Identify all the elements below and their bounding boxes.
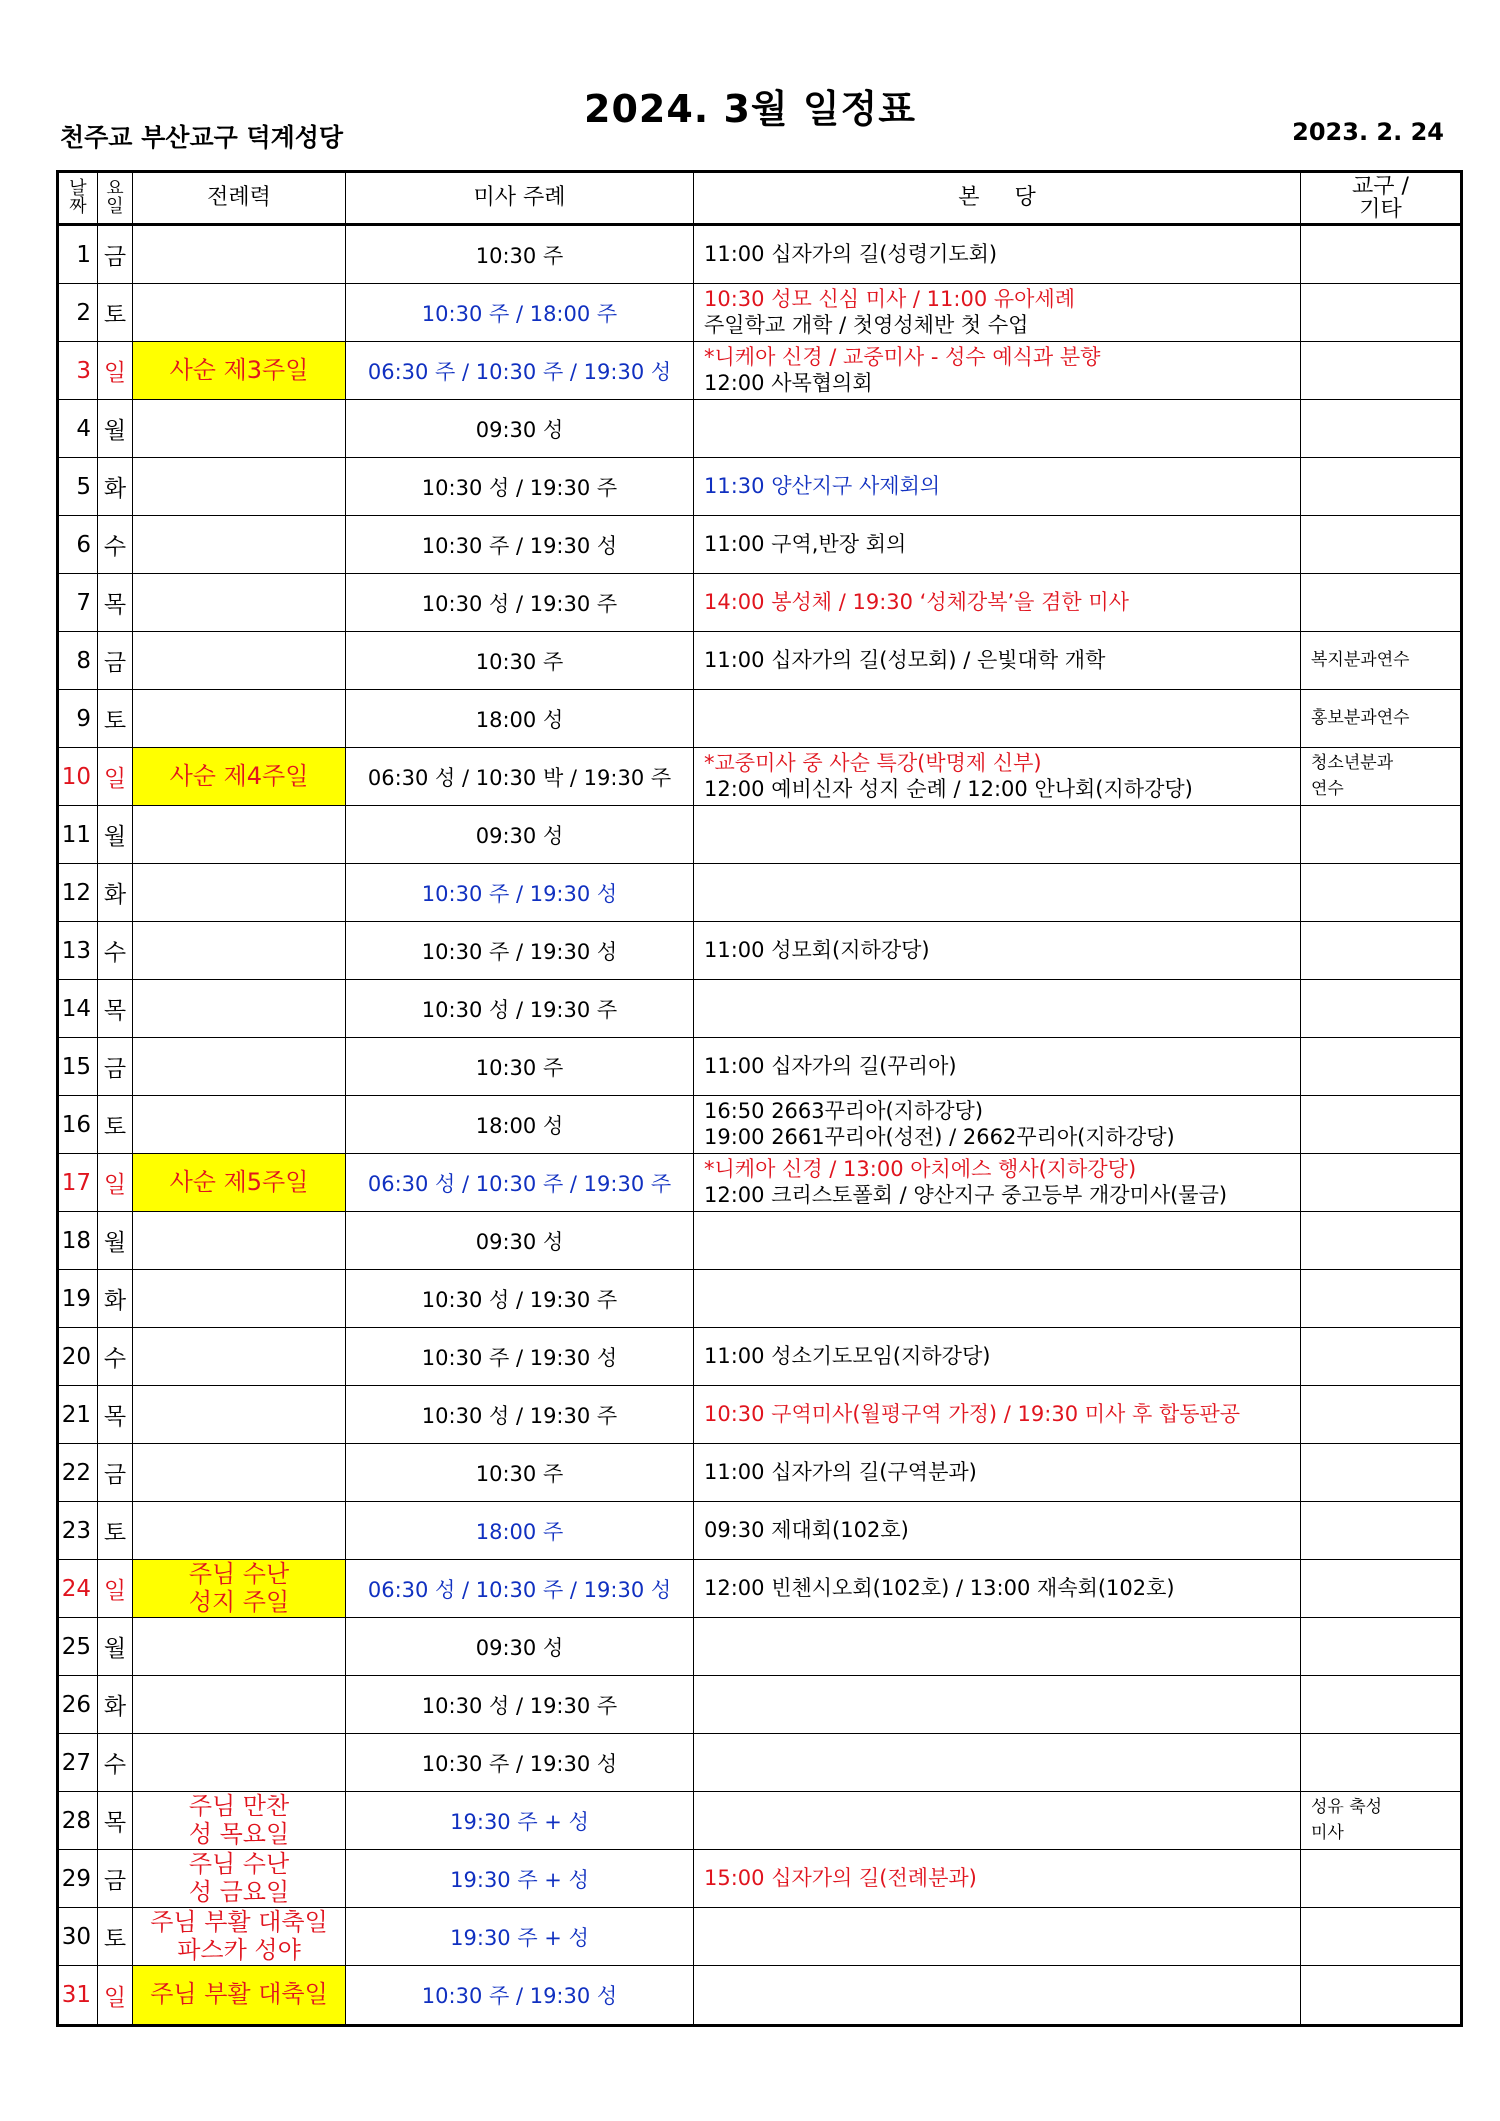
parish-events-cell xyxy=(694,1966,1301,2026)
weekday-cell: 토 xyxy=(98,690,133,748)
day-cell: 21 xyxy=(58,1386,98,1444)
day-cell: 4 xyxy=(58,400,98,458)
mass-presider-cell: 18:00 성 xyxy=(346,1096,694,1154)
parish-events-cell xyxy=(694,1154,1301,1212)
weekday-cell: 목 xyxy=(98,1386,133,1444)
weekday-cell: 토 xyxy=(98,284,133,342)
schedule-row xyxy=(58,574,1462,632)
column-header-liturgy: 전례력 xyxy=(133,172,346,225)
mass-presider-cell: 10:30 주 / 19:30 성 xyxy=(346,1966,694,2026)
cell-line: 성 금요일 xyxy=(188,1877,290,1906)
parish-events-cell xyxy=(694,574,1301,632)
weekday-cell: 수 xyxy=(98,922,133,980)
schedule-row xyxy=(58,1038,1462,1096)
parish-events-cell xyxy=(694,458,1301,516)
diocese-etc-cell xyxy=(1301,574,1462,632)
parish-events-cell xyxy=(694,1560,1301,1618)
weekday-cell: 일 xyxy=(98,1966,133,2026)
parish-events-cell xyxy=(694,864,1301,922)
mass-presider-cell: 10:30 성 / 19:30 주 xyxy=(346,1386,694,1444)
diocese-etc-cell xyxy=(1301,1850,1462,1908)
liturgy-cell xyxy=(133,1676,346,1734)
liturgy-cell xyxy=(133,1038,346,1096)
event-line: 주일학교 개학 / 첫영성체반 첫 수업 xyxy=(704,312,1029,337)
diocese-etc-cell xyxy=(1301,806,1462,864)
diocese-etc-cell xyxy=(1301,1212,1462,1270)
schedule-row xyxy=(58,1908,1462,1966)
mass-presider-cell: 06:30 성 / 10:30 주 / 19:30 성 xyxy=(346,1560,694,1618)
parish-events-cell xyxy=(694,690,1301,748)
day-cell: 26 xyxy=(58,1676,98,1734)
day-cell: 1 xyxy=(58,225,98,284)
cell-line: 주님 수난 xyxy=(188,1849,290,1878)
mass-presider-cell: 10:30 주 / 19:30 성 xyxy=(346,864,694,922)
parish-events-cell xyxy=(694,922,1301,980)
day-cell: 24 xyxy=(58,1560,98,1618)
diocese-etc-cell xyxy=(1301,400,1462,458)
parish-events-cell xyxy=(694,1270,1301,1328)
diocese-etc-cell xyxy=(1301,1096,1462,1154)
diocese-etc-cell xyxy=(1301,1038,1462,1096)
day-cell: 17 xyxy=(58,1154,98,1212)
cell-line: 성유 축성 xyxy=(1311,1797,1383,1817)
day-cell: 19 xyxy=(58,1270,98,1328)
mass-presider-cell: 10:30 주 / 19:30 성 xyxy=(346,1734,694,1792)
parish-events-cell xyxy=(694,1328,1301,1386)
schedule-row xyxy=(58,1966,1462,2026)
weekday-cell: 수 xyxy=(98,516,133,574)
schedule-row xyxy=(58,1850,1462,1908)
event-line: 11:00 십자가의 길(꾸리아) xyxy=(704,1053,957,1078)
column-header-weekday xyxy=(98,172,133,225)
mass-presider-cell: 19:30 주 + 성 xyxy=(346,1792,694,1850)
liturgy-cell xyxy=(133,922,346,980)
cell-line: 미사 xyxy=(1311,1822,1344,1843)
mass-presider-cell: 09:30 성 xyxy=(346,1618,694,1676)
diocese-etc-cell xyxy=(1301,1908,1462,1966)
liturgy-cell xyxy=(133,1850,346,1908)
day-cell: 20 xyxy=(58,1328,98,1386)
diocese-etc-cell xyxy=(1301,690,1462,748)
weekday-cell: 일 xyxy=(98,1560,133,1618)
column-header-main: 본 당 xyxy=(694,172,1301,225)
liturgy-cell xyxy=(133,1096,346,1154)
liturgy-cell xyxy=(133,284,346,342)
header-line: 요 xyxy=(106,178,124,199)
schedule-row xyxy=(58,1096,1462,1154)
liturgy-cell xyxy=(133,1212,346,1270)
weekday-cell: 화 xyxy=(98,1270,133,1328)
liturgy-cell xyxy=(133,748,346,806)
schedule-row xyxy=(58,1676,1462,1734)
day-cell: 10 xyxy=(58,748,98,806)
liturgy-cell xyxy=(133,574,346,632)
schedule-row xyxy=(58,922,1462,980)
parish-events-cell xyxy=(694,1676,1301,1734)
mass-presider-cell: 18:00 주 xyxy=(346,1502,694,1560)
liturgy-cell xyxy=(133,632,346,690)
parish-events-cell xyxy=(694,1386,1301,1444)
schedule-row xyxy=(58,400,1462,458)
document-date: 2023. 2. 24 xyxy=(1292,118,1444,146)
diocese-etc-cell xyxy=(1301,980,1462,1038)
weekday-cell: 토 xyxy=(98,1096,133,1154)
mass-presider-cell: 10:30 주 xyxy=(346,1038,694,1096)
cell-line: 복지분과연수 xyxy=(1311,649,1410,670)
schedule-row xyxy=(58,516,1462,574)
cell-line: 사순 제5주일 xyxy=(169,1167,309,1196)
day-cell: 2 xyxy=(58,284,98,342)
weekday-cell: 토 xyxy=(98,1502,133,1560)
mass-presider-cell: 10:30 성 / 19:30 주 xyxy=(346,980,694,1038)
diocese-etc-cell xyxy=(1301,516,1462,574)
liturgy-cell xyxy=(133,516,346,574)
weekday-cell: 수 xyxy=(98,1328,133,1386)
schedule-row xyxy=(58,1386,1462,1444)
mass-presider-cell: 06:30 성 / 10:30 주 / 19:30 주 xyxy=(346,1154,694,1212)
diocese-etc-cell xyxy=(1301,1328,1462,1386)
liturgy-cell xyxy=(133,225,346,284)
day-cell: 31 xyxy=(58,1966,98,2026)
weekday-cell: 목 xyxy=(98,1792,133,1850)
liturgy-cell xyxy=(133,1386,346,1444)
schedule-row xyxy=(58,980,1462,1038)
diocese-etc-cell xyxy=(1301,458,1462,516)
liturgy-cell xyxy=(133,1792,346,1850)
weekday-cell: 일 xyxy=(98,342,133,400)
parish-events-cell xyxy=(694,1502,1301,1560)
weekday-cell: 월 xyxy=(98,1212,133,1270)
schedule-row xyxy=(58,864,1462,922)
day-cell: 5 xyxy=(58,458,98,516)
parish-events-cell xyxy=(694,1908,1301,1966)
weekday-cell: 일 xyxy=(98,1154,133,1212)
day-cell: 8 xyxy=(58,632,98,690)
event-line: 11:00 구역,반장 회의 xyxy=(704,531,907,556)
mass-presider-cell: 10:30 주 / 19:30 성 xyxy=(346,922,694,980)
diocese-etc-cell xyxy=(1301,1966,1462,2026)
schedule-row xyxy=(58,1270,1462,1328)
mass-presider-cell: 18:00 성 xyxy=(346,690,694,748)
cell-line: 주님 부활 대축일 xyxy=(150,1980,328,2009)
weekday-cell: 목 xyxy=(98,980,133,1038)
liturgy-cell xyxy=(133,1966,346,2026)
header-line: 날 xyxy=(69,178,87,199)
parish-events-cell xyxy=(694,225,1301,284)
day-cell: 28 xyxy=(58,1792,98,1850)
page-title: 2024. 3월 일정표 xyxy=(584,87,916,131)
parish-events-cell xyxy=(694,1618,1301,1676)
schedule-row xyxy=(58,806,1462,864)
weekday-cell: 화 xyxy=(98,864,133,922)
diocese-etc-cell xyxy=(1301,1386,1462,1444)
cell-line: 연수 xyxy=(1311,778,1344,799)
day-cell: 11 xyxy=(58,806,98,864)
event-line: *니케아 신경 / 교중미사 - 성수 예식과 분향 xyxy=(704,345,1101,370)
event-line: 16:50 2663꾸리아(지하강당) xyxy=(704,1099,984,1124)
mass-presider-cell: 10:30 주 xyxy=(346,225,694,284)
schedule-row xyxy=(58,1444,1462,1502)
day-cell: 30 xyxy=(58,1908,98,1966)
event-line: 14:00 봉성체 / 19:30 ‘성체강복’을 겸한 미사 xyxy=(704,589,1129,614)
liturgy-cell xyxy=(133,690,346,748)
liturgy-cell xyxy=(133,458,346,516)
parish-events-cell xyxy=(694,1096,1301,1154)
day-cell: 9 xyxy=(58,690,98,748)
header-line: 일 xyxy=(106,196,124,217)
parish-events-cell xyxy=(694,342,1301,400)
schedule-row xyxy=(58,1792,1462,1850)
day-cell: 15 xyxy=(58,1038,98,1096)
diocese-etc-cell xyxy=(1301,1560,1462,1618)
header-line: 짜 xyxy=(69,196,87,217)
day-cell: 18 xyxy=(58,1212,98,1270)
mass-presider-cell: 09:30 성 xyxy=(346,1212,694,1270)
weekday-cell: 일 xyxy=(98,748,133,806)
parish-name: 천주교 부산교구 덕계성당 xyxy=(60,123,344,152)
mass-presider-cell: 10:30 주 / 19:30 성 xyxy=(346,1328,694,1386)
event-line: 10:30 성모 신심 미사 / 11:00 유아세례 xyxy=(704,287,1076,312)
diocese-etc-cell xyxy=(1301,1618,1462,1676)
day-cell: 7 xyxy=(58,574,98,632)
schedule-row xyxy=(58,1502,1462,1560)
diocese-etc-cell xyxy=(1301,342,1462,400)
diocese-etc-cell xyxy=(1301,632,1462,690)
schedule-row xyxy=(58,284,1462,342)
schedule-row xyxy=(58,748,1462,806)
weekday-cell: 토 xyxy=(98,1908,133,1966)
cell-line: 파스카 성야 xyxy=(177,1935,301,1964)
mass-presider-cell: 06:30 주 / 10:30 주 / 19:30 성 xyxy=(346,342,694,400)
mass-presider-cell: 10:30 성 / 19:30 주 xyxy=(346,574,694,632)
day-cell: 23 xyxy=(58,1502,98,1560)
liturgy-cell xyxy=(133,980,346,1038)
event-line: 11:00 십자가의 길(성령기도회) xyxy=(704,241,998,266)
schedule-row xyxy=(58,690,1462,748)
mass-presider-cell: 09:30 성 xyxy=(346,806,694,864)
mass-presider-cell: 10:30 성 / 19:30 주 xyxy=(346,1270,694,1328)
mass-presider-cell: 10:30 주 / 19:30 성 xyxy=(346,516,694,574)
weekday-cell: 화 xyxy=(98,458,133,516)
day-cell: 12 xyxy=(58,864,98,922)
parish-events-cell xyxy=(694,980,1301,1038)
mass-presider-cell: 10:30 주 xyxy=(346,632,694,690)
schedule-row xyxy=(58,1328,1462,1386)
mass-presider-cell: 10:30 성 / 19:30 주 xyxy=(346,1676,694,1734)
event-line: *교중미사 중 사순 특강(박명제 신부) xyxy=(704,751,1042,776)
liturgy-cell xyxy=(133,1560,346,1618)
header-line: 교구 / xyxy=(1352,173,1409,199)
mass-presider-cell: 10:30 성 / 19:30 주 xyxy=(346,458,694,516)
liturgy-cell xyxy=(133,400,346,458)
diocese-etc-cell xyxy=(1301,284,1462,342)
parish-events-cell xyxy=(694,1734,1301,1792)
liturgy-cell xyxy=(133,1444,346,1502)
schedule-row xyxy=(58,1212,1462,1270)
mass-presider-cell: 19:30 주 + 성 xyxy=(346,1908,694,1966)
event-line: 12:00 사목협의회 xyxy=(704,370,873,395)
weekday-cell: 금 xyxy=(98,1850,133,1908)
weekday-cell: 금 xyxy=(98,225,133,284)
diocese-etc-cell xyxy=(1301,1270,1462,1328)
header-line: 기타 xyxy=(1359,197,1402,222)
event-line: 11:30 양산지구 사제회의 xyxy=(704,473,941,498)
liturgy-cell xyxy=(133,1154,346,1212)
diocese-etc-cell xyxy=(1301,1676,1462,1734)
day-cell: 27 xyxy=(58,1734,98,1792)
schedule-row xyxy=(58,225,1462,284)
diocese-etc-cell xyxy=(1301,864,1462,922)
cell-line: 홍보분과연수 xyxy=(1311,707,1410,728)
event-line: 11:00 성모회(지하강당) xyxy=(704,937,930,962)
cell-line: 주님 부활 대축일 xyxy=(150,1907,328,1936)
diocese-etc-cell xyxy=(1301,1734,1462,1792)
cell-line: 성 목요일 xyxy=(188,1819,290,1848)
weekday-cell: 금 xyxy=(98,1444,133,1502)
diocese-etc-cell xyxy=(1301,922,1462,980)
column-header-day xyxy=(58,172,98,225)
event-line: 12:00 빈첸시오회(102호) / 13:00 재속회(102호) xyxy=(704,1575,1175,1600)
mass-presider-cell: 19:30 주 + 성 xyxy=(346,1850,694,1908)
cell-line: 주님 수난 xyxy=(188,1559,290,1588)
column-header-etc xyxy=(1301,172,1462,225)
liturgy-cell xyxy=(133,1502,346,1560)
event-line: 09:30 제대회(102호) xyxy=(704,1517,909,1542)
parish-events-cell xyxy=(694,806,1301,864)
schedule-row xyxy=(58,632,1462,690)
liturgy-cell xyxy=(133,806,346,864)
schedule-row xyxy=(58,342,1462,400)
diocese-etc-cell xyxy=(1301,1502,1462,1560)
liturgy-cell xyxy=(133,1908,346,1966)
mass-presider-cell: 10:30 주 xyxy=(346,1444,694,1502)
cell-line: 사순 제4주일 xyxy=(169,761,309,790)
weekday-cell: 월 xyxy=(98,1618,133,1676)
weekday-cell: 화 xyxy=(98,1676,133,1734)
weekday-cell: 월 xyxy=(98,400,133,458)
event-line: 15:00 십자가의 길(전례분과) xyxy=(704,1865,977,1890)
mass-presider-cell: 10:30 주 / 18:00 주 xyxy=(346,284,694,342)
mass-presider-cell: 09:30 성 xyxy=(346,400,694,458)
day-cell: 6 xyxy=(58,516,98,574)
schedule-row xyxy=(58,1618,1462,1676)
schedule-row xyxy=(58,458,1462,516)
parish-events-cell xyxy=(694,1038,1301,1096)
liturgy-cell xyxy=(133,1734,346,1792)
diocese-etc-cell xyxy=(1301,1792,1462,1850)
parish-events-cell xyxy=(694,632,1301,690)
mass-presider-cell: 06:30 성 / 10:30 박 / 19:30 주 xyxy=(346,748,694,806)
event-line: 12:00 크리스토폴회 / 양산지구 중고등부 개강미사(물금) xyxy=(704,1182,1228,1207)
day-cell: 14 xyxy=(58,980,98,1038)
parish-events-cell xyxy=(694,1444,1301,1502)
schedule-row xyxy=(58,1560,1462,1618)
weekday-cell: 수 xyxy=(98,1734,133,1792)
event-line: *니케아 신경 / 13:00 아치에스 행사(지하강당) xyxy=(704,1157,1137,1182)
liturgy-cell xyxy=(133,342,346,400)
event-line: 10:30 구역미사(월평구역 가정) / 19:30 미사 후 합동판공 xyxy=(704,1401,1241,1426)
event-line: 12:00 예비신자 성지 순례 / 12:00 안나회(지하강당) xyxy=(704,776,1193,801)
diocese-etc-cell xyxy=(1301,1154,1462,1212)
weekday-cell: 목 xyxy=(98,574,133,632)
weekday-cell: 월 xyxy=(98,806,133,864)
day-cell: 22 xyxy=(58,1444,98,1502)
column-header-mass: 미사 주례 xyxy=(346,172,694,225)
day-cell: 25 xyxy=(58,1618,98,1676)
event-line: 11:00 십자가의 길(구역분과) xyxy=(704,1459,977,1484)
parish-events-cell xyxy=(694,1212,1301,1270)
weekday-cell: 금 xyxy=(98,632,133,690)
parish-events-cell xyxy=(694,284,1301,342)
parish-events-cell xyxy=(694,400,1301,458)
liturgy-cell xyxy=(133,1618,346,1676)
event-line: 11:00 성소기도모임(지하강당) xyxy=(704,1343,991,1368)
liturgy-cell xyxy=(133,1328,346,1386)
event-line: 11:00 십자가의 길(성모회) / 은빛대학 개학 xyxy=(704,647,1106,672)
weekday-cell: 금 xyxy=(98,1038,133,1096)
diocese-etc-cell xyxy=(1301,1444,1462,1502)
schedule-table xyxy=(56,170,1463,2027)
parish-events-cell xyxy=(694,1792,1301,1850)
cell-line: 청소년분과 xyxy=(1311,753,1394,773)
schedule-row xyxy=(58,1154,1462,1212)
cell-line: 성지 주일 xyxy=(188,1587,290,1616)
diocese-etc-cell xyxy=(1301,225,1462,284)
table-header-row xyxy=(58,172,1462,225)
day-cell: 13 xyxy=(58,922,98,980)
cell-line: 주님 만찬 xyxy=(188,1791,290,1820)
liturgy-cell xyxy=(133,1270,346,1328)
diocese-etc-cell xyxy=(1301,748,1462,806)
day-cell: 3 xyxy=(58,342,98,400)
parish-events-cell xyxy=(694,516,1301,574)
event-line: 19:00 2661꾸리아(성전) / 2662꾸리아(지하강당) xyxy=(704,1124,1175,1149)
liturgy-cell xyxy=(133,864,346,922)
schedule-row xyxy=(58,1734,1462,1792)
day-cell: 29 xyxy=(58,1850,98,1908)
parish-events-cell xyxy=(694,748,1301,806)
day-cell: 16 xyxy=(58,1096,98,1154)
cell-line: 사순 제3주일 xyxy=(169,355,309,384)
parish-events-cell xyxy=(694,1850,1301,1908)
